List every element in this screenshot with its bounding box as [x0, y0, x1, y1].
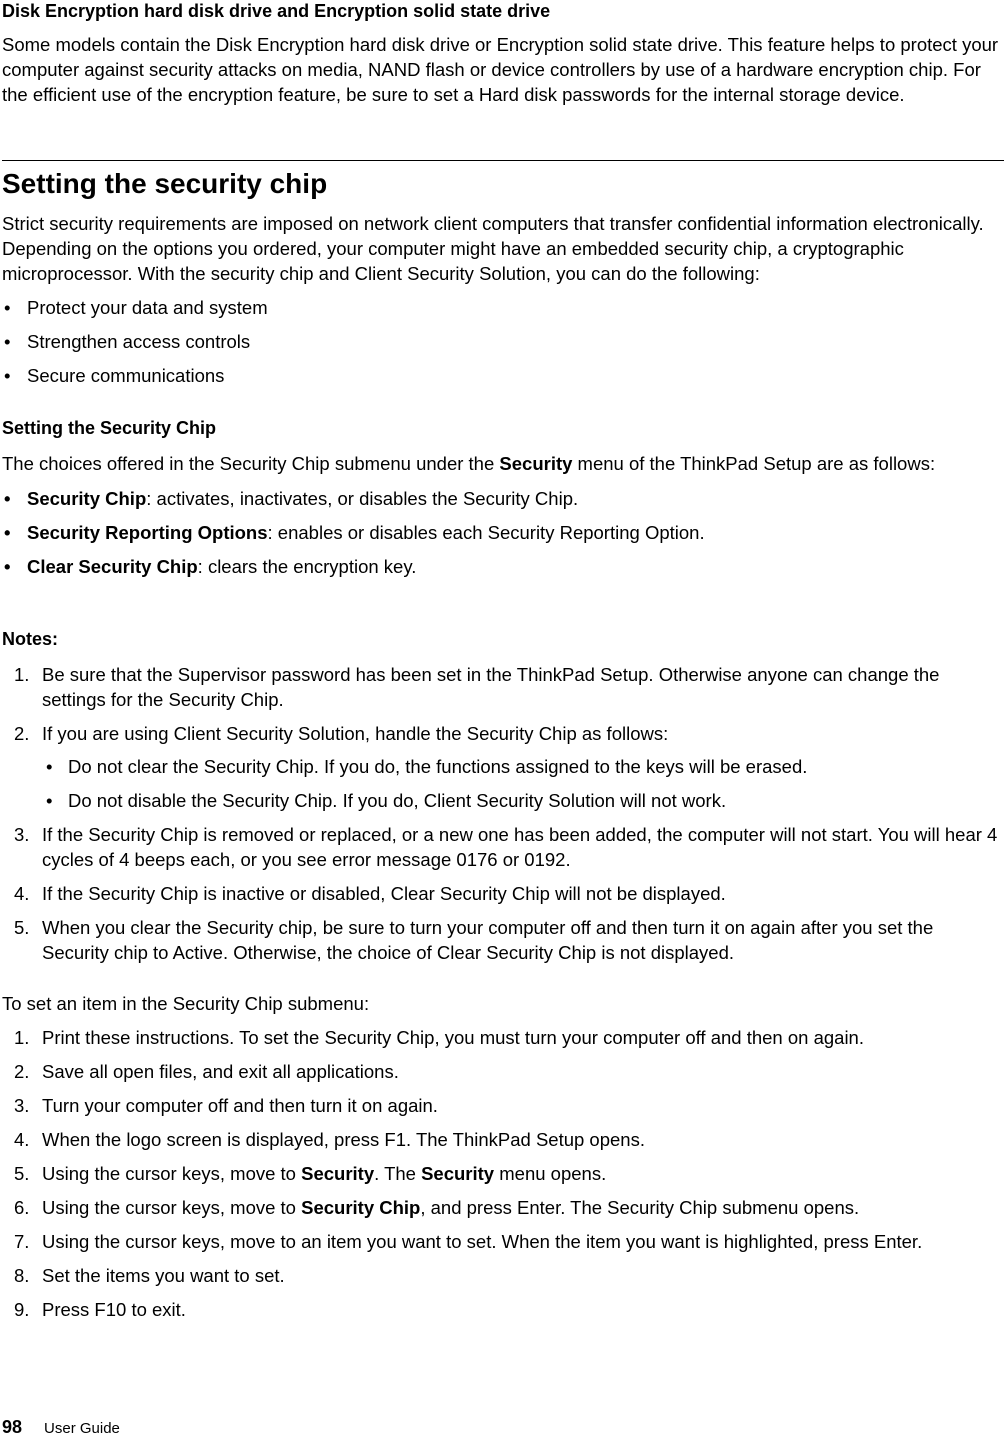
list-text: If the Security Chip is removed or replaced, or a new one has been added, the computer will not start. You will hear 4 cycles of 4 beeps each, or you see error message 0176 or 0192.	[42, 824, 998, 870]
list-text: If you are using Client Security Solution, handle the Security Chip as follows:	[42, 723, 669, 744]
security-chip-options-list	[2, 486, 1002, 579]
section-title-security-chip: Setting the security chip	[2, 168, 328, 199]
list-item: • Secure communications	[2, 363, 1002, 388]
option-desc: : enables or disables each Security Reporting Option.	[267, 522, 705, 543]
list-number: 2.	[14, 1061, 30, 1082]
bold-term: Security	[421, 1163, 495, 1184]
section-heading-disk-encryption: Disk Encryption hard disk drive and Encryption solid state drive	[2, 1, 551, 21]
list-number: 8.	[14, 1265, 30, 1286]
list-number: 5.	[14, 917, 30, 938]
list-text: Save all open files, and exit all applications.	[42, 1061, 399, 1082]
list-item	[2, 662, 1002, 712]
list-text: Press F10 to exit.	[42, 1299, 186, 1320]
disk-encryption-paragraph: Some models contain the Disk Encryption hard disk drive or Encryption solid state drive. This feature helps to protect your computer against security attacks on media, NAND flash or device controllers by use of a hardware encryption chip. For the efficient use of the encryption feature, be sure to set a Hard disk passwords for the internal storage device.	[2, 34, 999, 105]
option-term: Security Chip	[27, 488, 147, 509]
notes-list	[2, 662, 1002, 965]
subsection-heading-setting-security-chip: Setting the Security Chip	[2, 418, 217, 438]
list-item	[2, 721, 1002, 813]
list-item	[2, 1127, 1002, 1152]
steps-intro: To set an item in the Security Chip submenu:	[2, 993, 370, 1014]
list-item	[2, 1093, 1002, 1118]
list-item	[2, 1025, 1002, 1050]
list-text: menu opens.	[494, 1163, 607, 1184]
option-term: Security Reporting Options	[27, 522, 268, 543]
intro-bold-security: Security	[499, 453, 573, 474]
bold-term: Security	[301, 1163, 375, 1184]
list-item	[2, 1195, 1002, 1220]
notes-heading: Notes:	[2, 629, 59, 649]
list-text: , and press Enter. The Security Chip submenu opens.	[420, 1197, 860, 1218]
list-number: 4.	[14, 883, 30, 904]
option-desc: : activates, inactivates, or disables the Security Chip.	[146, 488, 579, 509]
list-item	[2, 822, 1002, 872]
security-chip-paragraph: Strict security requirements are imposed on network client computers that transfer confidential information electronically. Depending on the options you ordered, your computer might have an embedded security chip, a cryptographic microprocessor. With the security chip and Client Security Solution, you can do the following:	[2, 213, 984, 284]
list-number: 3.	[14, 824, 30, 845]
list-item: • Strengthen access controls	[2, 329, 1002, 354]
list-text: Using the cursor keys, move to	[42, 1197, 302, 1218]
list-text: Set the items you want to set.	[42, 1265, 285, 1286]
list-item	[2, 520, 1002, 545]
list-number: 1.	[14, 1027, 30, 1048]
list-number: 5.	[14, 1163, 30, 1184]
list-text: Print these instructions. To set the Security Chip, you must turn your computer off and then on again.	[42, 1027, 864, 1048]
list-text: When the logo screen is displayed, press F1. The ThinkPad Setup opens.	[42, 1129, 645, 1150]
list-text: . The	[374, 1163, 422, 1184]
list-item: • Do not clear the Security Chip. If you do, the functions assigned to the keys will be erased.	[42, 754, 1002, 779]
list-item	[2, 1229, 1002, 1254]
list-item	[2, 1059, 1002, 1084]
bold-term: Security Chip	[301, 1197, 421, 1218]
security-benefits-list	[2, 295, 1002, 388]
list-number: 7.	[14, 1231, 30, 1252]
list-number: 6.	[14, 1197, 30, 1218]
list-text: Be sure that the Supervisor password has been set in the ThinkPad Setup. Otherwise anyone can change the settings for the Security Chip.	[42, 664, 940, 710]
list-item	[2, 486, 1002, 511]
list-item	[2, 1297, 1002, 1322]
list-text: When you clear the Security chip, be sure to turn your computer off and then turn it on again after you set the Security chip to Active. Otherwise, the choice of Clear Security Chip is not displayed.	[42, 917, 934, 963]
notes-sub-list	[42, 754, 1002, 813]
list-number: 4.	[14, 1129, 30, 1150]
steps-list	[2, 1025, 1002, 1322]
footer-title: User Guide	[44, 1420, 120, 1437]
list-number: 2.	[14, 723, 30, 744]
list-item	[2, 915, 1002, 965]
intro-text: The choices offered in the Security Chip submenu under the	[2, 453, 500, 474]
option-term: Clear Security Chip	[27, 556, 198, 577]
list-number: 1.	[14, 664, 30, 685]
security-chip-intro	[2, 451, 972, 476]
list-item: • Protect your data and system	[2, 295, 1002, 320]
option-desc: : clears the encryption key.	[197, 556, 417, 577]
list-item	[2, 881, 1002, 906]
list-number: 9.	[14, 1299, 30, 1320]
page-number: 98	[2, 1417, 23, 1437]
intro-text-end: menu of the ThinkPad Setup are as follows:	[572, 453, 936, 474]
section-divider	[2, 160, 1004, 161]
list-item	[2, 1263, 1002, 1288]
list-number: 3.	[14, 1095, 30, 1116]
list-item	[2, 554, 1002, 579]
list-item	[2, 1161, 1002, 1186]
list-item: • Do not disable the Security Chip. If you do, Client Security Solution will not work.	[42, 788, 1002, 813]
list-text: Turn your computer off and then turn it on again.	[42, 1095, 438, 1116]
list-text: If the Security Chip is inactive or disabled, Clear Security Chip will not be displayed.	[42, 883, 726, 904]
list-text: Using the cursor keys, move to an item you want to set. When the item you want is highlighted, press Enter.	[42, 1231, 923, 1252]
list-text: Using the cursor keys, move to	[42, 1163, 302, 1184]
